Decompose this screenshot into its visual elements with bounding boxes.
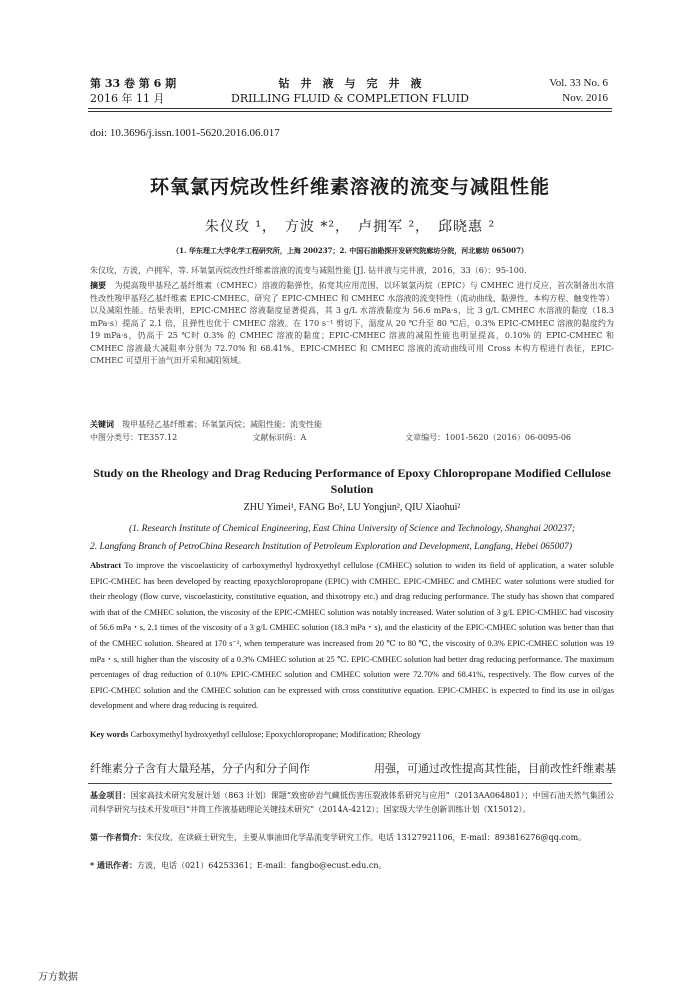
footnote-rule: [88, 783, 612, 784]
footnote-first-author: [90, 830, 614, 845]
first-author-text: 朱仪玫，在读硕士研究生，主要从事油田化学品流变学研究工作。电话 13127921106，E-mail：893816276@qq.com。: [146, 833, 587, 842]
document-code: 文献标识码：A: [252, 433, 307, 442]
corresponding-text: 方波，电话（021）64253361；E-mail：fangbo@ecust.edu.cn。: [136, 861, 387, 870]
abstract-en-label: Abstract: [90, 561, 122, 570]
keywords-cn-text: 羧甲基羟乙基纤维素；环氧氯丙烷；减阻性能；流变性能: [122, 420, 322, 429]
abstract-cn: [90, 279, 614, 368]
article-number: 文章编号：1001-5620（2016）06-0095-06: [405, 433, 571, 442]
journal-name-cn: 钻 井 液 与 完 井 液: [278, 77, 422, 90]
keywords-en-text: Carboxymethyl hydroxyethyl cellulose; Epoxychloropropane; Modification; Rheology: [130, 730, 421, 739]
body-text-start: [90, 760, 614, 776]
abstract-cn-label: 摘要: [90, 280, 107, 290]
affiliation-en-2: 2. Langfang Branch of PetroChina Research Institution of Petroleum Exploration and Development, Langfang, Hebei 065007): [90, 542, 573, 552]
article-title-en: Study on the Rheology and Drag Reducing Performance of Epoxy Chloropropane Modified Cellulose Solution: [93, 466, 611, 496]
journal-issue-cn: [90, 76, 176, 106]
authors-en: ZHU Yimei¹, FANG Bo², LU Yongjun², QIU Xiaohui²: [243, 502, 461, 513]
watermark: 万方数据: [38, 972, 78, 983]
affiliation-en-1: (1. Research Institute of Chemical Engineering, East China University of Science and Technology, Shanghai 200237;: [129, 524, 575, 534]
abstract-en: [90, 558, 614, 714]
journal-name-en: DRILLING FLUID & COMPLETION FLUID: [231, 92, 469, 105]
volume-issue-en: Vol. 33 No. 6: [549, 77, 608, 89]
funding-label: 基金项目：: [90, 790, 131, 800]
header-rule-bottom: [88, 111, 612, 112]
abstract-en-text: To improve the viscoelasticity of carboxymethyl hydroxyethyl cellulose (CMHEC) solution to widen its field of application, a water soluble EPIC-CMHEC has been developed by reacting epoxychloropropane (EPIC) with CMHEC. EPIC-CMHEC and CMHEC water solutions were studied for their rheology (flow curve, viscoelasticity, constitutive equation, and thixotropy etc.) and drag reducing performance. The study has shown that compared with that of the CMHEC solution, the viscosity of the EPIC-CMHEC solution was notably increased. Water solution of 3 g/L EPIC-CMHEC had viscosity of 56.6 mPa・s, 2.1 times of the viscosity of a 3 g/L CMHEC solution (18.3 mPa・s), and the elasticity of the EPIC-CMHEC solution was better than that of the CMHEC solution. Sheared at 170 s⁻¹, when temperature was increased from 20 ℃ to 80 ℃, the viscosity of 0.3% EPIC-CMHEC solution was 19 mPa・s, still higher than the viscosity of a 0.3% CMHEC solution at 25 ℃. EPIC-CMHEC solution had better drag reducing performance. The maximum percentages of drag reduction of 0.10% EPIC-CMHEC solution and CMHEC solution were 72.70% and 68.41%, respectively. The flow curves of the EPIC-CMHEC solution and the CMHEC solution can be expressed with cross constitutive equation. EPIC-CMHEC is expected to find its use in oil/gas development and where drag reducing is required.: [90, 561, 614, 711]
keywords-cn-label: 关键词: [90, 419, 114, 429]
body-col1-line: 纤维素分子含有大量羟基，分子内和分子间作: [90, 762, 310, 775]
keywords-en-label: Key words: [90, 730, 129, 739]
header-rule-top: [88, 108, 612, 109]
first-author-label: 第一作者简介：: [90, 832, 146, 842]
clc-number: 中图分类号：TE357.12: [90, 433, 178, 442]
funding-text: 国家高技术研究发展计划（863 计划）课题“致密砂岩气藏低伤害压裂液体系研究与应用”（2013AA064801）；中国石油天然气集团公司科学研究与技术开发项目“井筒工作液基础理论关键技术研究”（2014A-4212）；国家级大学生创新训练计划（X15012）。: [90, 791, 614, 814]
journal-issue-en: [549, 76, 608, 106]
citation-cn: 朱仪玫，方波，卢拥军，等. 环氧氯丙烷改性纤维素溶液的流变与减阻性能 [J]. 钻井液与完井液，2016，33（6）：95-100.: [90, 266, 527, 275]
keywords-cn: [90, 418, 614, 432]
abstract-cn-text: 为提高羧甲基羟乙基纤维素（CMHEC）溶液的黏弹性，拓宽其应用范围，以环氧氯丙烷（EPIC）与 CMHEC 进行反应，首次制备出水溶性改性羧甲基羟乙基纤维素 EPIC-CMHEC。研究了 EPIC-CMHEC 和 CMHEC 水溶液的流变特性（流动曲线、黏弹性、本构方程、触变性等）以及减阻性能。结果表明，EPIC-CMHEC 溶液黏度显著提高，其 3 g/L 水溶液黏度为 56.6 mPa·s，比 3 g/L CMHEC 水溶液的黏度（18.3 mPa·s）提高了 2.1 倍，且弹性也优于 CMHEC 溶液。在 170 s⁻¹ 剪切下，温度从 20 ℃升至 80 ℃后，0.3% EPIC-CMHEC 溶液的黏度约为 19 mPa·s，仍高于 25 ℃时 0.3% 的 CMHEC 溶液的黏度；EPIC-CMHEC 溶液的减阻性能也明显提高，0.10% 的 EPIC-CMHEC 和 CMHEC 溶液最大减阻率分别为 72.70% 和 68.41%。EPIC-CMHEC 和 CMHEC 溶液的流动曲线可用 Cross 本构方程进行表征，EPIC-CMHEC 可望用于油气田开采和减阻领域。: [90, 281, 615, 365]
footnote-corresponding: [90, 858, 614, 873]
classification-cn: [90, 432, 614, 445]
volume-issue-cn: 第 33 卷 第 6 期: [90, 77, 177, 90]
footnote-funding: [90, 788, 614, 817]
doi[interactable]: doi: 10.3696/j.issn.1001-5620.2016.06.017: [90, 127, 280, 139]
date-en: Nov. 2016: [562, 92, 608, 104]
keywords-en: [90, 728, 614, 742]
journal-name: [200, 76, 500, 106]
date-cn: 2016 年 11 月: [90, 92, 165, 105]
affiliations-cn: （1. 华东理工大学化学工程研究所，上海 200237；2. 中国石油勘探开发研究院廊坊分院，河北廊坊 065007）: [172, 246, 528, 255]
corresponding-label: * 通讯作者：: [90, 860, 137, 870]
authors-cn: 朱仪玫 ¹， 方波 *²， 卢拥军 ²， 邱晓惠 ²: [204, 219, 496, 235]
body-col2-line: 用强，可通过改性提高其性能，目前改性纤维素基: [374, 762, 616, 775]
article-title-cn: 环氧氯丙烷改性纤维素溶液的流变与减阻性能: [149, 176, 550, 198]
